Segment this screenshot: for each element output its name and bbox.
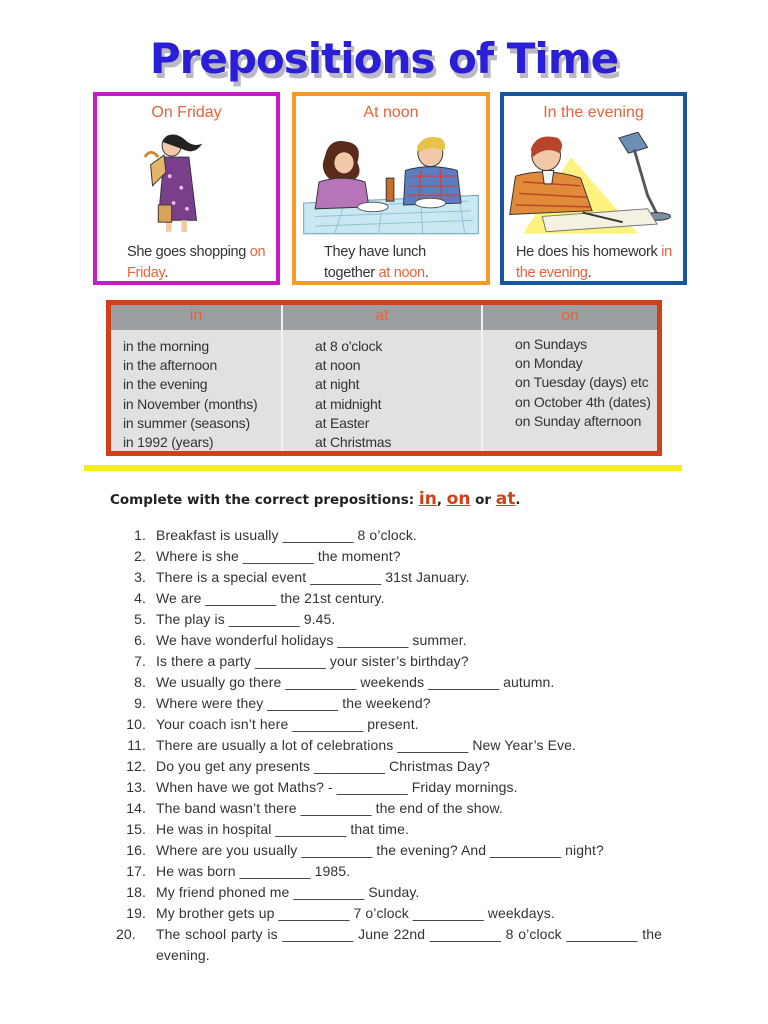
prep-on: on xyxy=(446,489,471,509)
exercise-item: 8. We usually go there _________ weekends _________ autumn. xyxy=(134,674,555,690)
exercise-item: 17. He was born _________ 1985. xyxy=(126,863,351,879)
exercise-item: 20. The school party is _________ June 22nd _________ 8 o’clock _________ the evening. xyxy=(116,926,662,963)
exercise-item: 19. My brother gets up _________ 7 o’clock _________ weekdays. xyxy=(126,905,555,921)
panel-heading: On Friday xyxy=(151,104,222,121)
panel-heading: In the evening xyxy=(543,104,644,121)
column-header: at xyxy=(375,307,389,324)
table-cell: at night xyxy=(315,376,360,393)
column-rows xyxy=(315,337,391,452)
lunch-couple-illustration xyxy=(296,126,486,236)
prep-in: in xyxy=(418,489,437,509)
table-cell: on Monday xyxy=(515,355,583,372)
column-rows xyxy=(515,335,651,431)
exercise-item: 6. We have wonderful holidays _________ summer. xyxy=(134,632,467,648)
prep-at: at xyxy=(495,489,516,509)
table-cell: in the evening xyxy=(123,376,208,393)
table-cell: at noon xyxy=(315,357,361,374)
prepositions-table xyxy=(106,300,662,456)
table-cell: at midnight xyxy=(315,395,382,412)
table-cell: on October 4th (dates) xyxy=(515,393,651,410)
panel-on-friday xyxy=(93,92,280,285)
table-cell: in the afternoon xyxy=(123,357,218,374)
exercise-item: 13. When have we got Maths? - _________ Friday mornings. xyxy=(126,779,518,795)
exercise-item: 12. Do you get any presents _________ Christmas Day? xyxy=(126,758,490,774)
exercise-item: 2. Where is she _________ the moment? xyxy=(134,548,401,564)
table-cell: at 8 o'clock xyxy=(315,338,383,354)
table-cell: on Tuesday (days) etc xyxy=(515,374,649,391)
column-rows xyxy=(123,337,258,452)
page-title: Prepositions of Time xyxy=(149,34,619,83)
table-cell: in November (months) xyxy=(123,395,258,412)
exercise-item: 4. We are _________ the 21st century. xyxy=(134,590,385,606)
shopping-woman-illustration xyxy=(97,126,276,236)
exercise-item: 3. There is a special event _________ 31st January. xyxy=(134,569,470,585)
exercise-item: 9. Where were they _________ the weekend? xyxy=(134,695,431,711)
exercise-list xyxy=(116,525,662,966)
exercise-item: 18. My friend phoned me _________ Sunday. xyxy=(126,884,420,900)
panel-in-the-evening xyxy=(500,92,687,285)
exercise-item: 15. He was in hospital _________ that time. xyxy=(126,821,409,837)
table-cell: at Easter xyxy=(315,414,370,431)
exercise-item: 5. The play is _________ 9.45. xyxy=(134,611,336,627)
exercise-item: 1. Breakfast is usually _________ 8 o’clock. xyxy=(134,527,417,543)
table-cell: in summer (seasons) xyxy=(123,414,250,431)
column-header: on xyxy=(561,307,579,324)
table-cell: in 1992 (years) xyxy=(123,434,214,451)
panel-caption: He does his homework in the evening. xyxy=(516,244,672,281)
exercise-instruction: Complete with the correct prepositions: in, on or at. xyxy=(110,489,521,509)
table-cell: in the morning xyxy=(123,338,209,354)
exercise-item: 11. There are usually a lot of celebrations _________ New Year’s Eve. xyxy=(127,737,577,753)
panel-heading: At noon xyxy=(363,104,419,121)
table-cell: at Christmas xyxy=(315,434,392,451)
panel-at-noon xyxy=(292,92,490,285)
table-cell: on Sundays xyxy=(515,336,587,352)
homework-boy-illustration xyxy=(504,126,683,236)
column-header: in xyxy=(189,307,203,324)
column-on xyxy=(483,305,657,451)
column-at xyxy=(283,305,481,451)
exercise-item: 14. The band wasn’t there _________ the end of the show. xyxy=(126,800,503,816)
panel-caption: They have lunch together at noon. xyxy=(324,244,429,281)
table-cell: on Sunday afternoon xyxy=(515,412,642,429)
exercise-item: 10. Your coach isn’t here _________ present. xyxy=(126,716,419,732)
exercise-item: 7. Is there a party _________ your sister’s birthday? xyxy=(134,653,469,669)
yellow-divider xyxy=(84,465,682,471)
panel-caption: She goes shopping on Friday. xyxy=(127,244,266,281)
exercise-item: 16. Where are you usually _________ the evening? And _________ night? xyxy=(126,842,604,858)
column-in xyxy=(111,305,281,451)
